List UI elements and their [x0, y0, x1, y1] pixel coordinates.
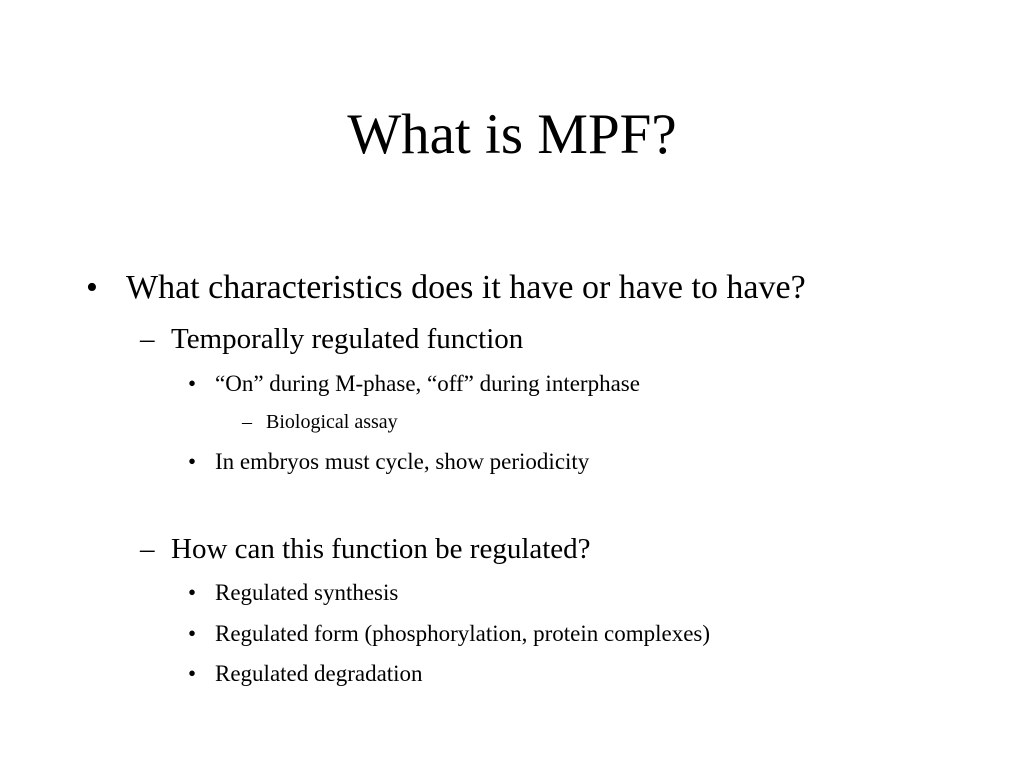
slide-title: What is MPF?	[347, 103, 677, 166]
bullet-text: Temporally regulated function	[171, 323, 524, 355]
bullet-marker-icon: •	[188, 621, 197, 646]
bullet-text: Biological assay	[266, 411, 398, 433]
bullet-marker-icon: •	[188, 371, 197, 396]
bullet-text: Regulated form (phosphorylation, protein complexes)	[215, 621, 711, 646]
bullet-marker-icon: •	[188, 449, 197, 474]
bullet-text: In embryos must cycle, show periodicity	[215, 449, 590, 474]
bullet-text: How can this function be regulated?	[171, 533, 591, 565]
bullet-text: Regulated degradation	[215, 661, 423, 686]
bullet-text: “On” during M-phase, “off” during interphase	[215, 371, 640, 396]
bullet-marker-icon: •	[188, 580, 197, 605]
bullet-text: Regulated synthesis	[215, 580, 399, 605]
bullet-text: What characteristics does it have or have to have?	[126, 269, 806, 306]
dash-marker-icon: –	[140, 533, 155, 565]
dash-marker-icon: –	[140, 323, 155, 355]
bullet-marker-icon: •	[86, 269, 98, 306]
bullet-marker-icon: •	[188, 661, 197, 686]
dash-marker-icon: –	[242, 411, 252, 433]
